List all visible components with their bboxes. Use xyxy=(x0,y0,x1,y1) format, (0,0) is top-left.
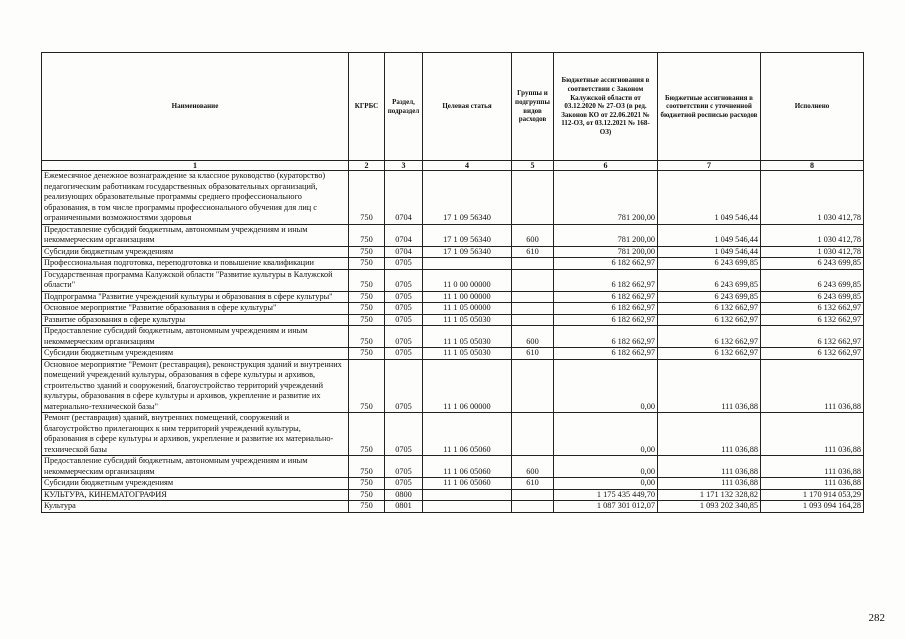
row-budget-law: 6 182 662,97 xyxy=(554,269,658,291)
row-kgrbs: 750 xyxy=(349,224,385,246)
row-kgrbs: 750 xyxy=(349,413,385,456)
row-executed: 6 243 699,85 xyxy=(761,291,864,303)
row-section: 0705 xyxy=(385,269,423,291)
column-number: 4 xyxy=(423,161,512,171)
header-budget-law: Бюджетные ассигнования в соответствии с Законом Калужской области от 03.12.2020 № 27-ОЗ (в ред. Законов КО от 22.06.2021 № 112-ОЗ, от 03.12.2021 № 168-ОЗ) xyxy=(554,53,658,161)
row-budget-refined: 111 036,88 xyxy=(658,359,761,413)
table-row xyxy=(42,246,864,258)
row-group xyxy=(512,489,554,501)
row-budget-refined: 6 243 699,85 xyxy=(658,258,761,270)
table-row xyxy=(42,489,864,501)
row-target: 11 1 05 00000 xyxy=(423,303,512,315)
row-group xyxy=(512,171,554,225)
row-name: Ремонт (реставрация) зданий, внутренних помещений, сооружений и благоустройство прилегающих к ним территорий учреждений культуры, образования в сфере культуры и архивов, укрепление и развитие их материально-технической базы xyxy=(42,413,349,456)
row-name: Ежемесячное денежное вознаграждение за классное руководство (кураторство) педагогическим работникам государственных образовательных организаций, реализующих образовательные программы среднего профессионального образования, в том числе программы профессионального обучения для лиц с ограниченными возможностями здоровья xyxy=(42,171,349,225)
header-target: Целевая статья xyxy=(423,53,512,161)
page-number: 282 xyxy=(868,612,885,624)
row-group: 610 xyxy=(512,348,554,360)
row-section: 0705 xyxy=(385,348,423,360)
row-kgrbs: 750 xyxy=(349,303,385,315)
row-executed: 111 036,88 xyxy=(761,413,864,456)
row-target: 17 1 09 56340 xyxy=(423,224,512,246)
row-budget-law: 0,00 xyxy=(554,413,658,456)
row-budget-law: 1 175 435 449,70 xyxy=(554,489,658,501)
row-section: 0705 xyxy=(385,359,423,413)
row-name: Профессиональная подготовка, переподготовка и повышение квалификации xyxy=(42,258,349,270)
budget-table xyxy=(41,52,864,513)
row-name: КУЛЬТУРА, КИНЕМАТОГРАФИЯ xyxy=(42,489,349,501)
row-section: 0800 xyxy=(385,489,423,501)
row-executed: 6 132 662,97 xyxy=(761,314,864,326)
row-name: Субсидии бюджетным учреждениям xyxy=(42,246,349,258)
row-budget-refined: 111 036,88 xyxy=(658,456,761,478)
row-budget-law: 781 200,00 xyxy=(554,224,658,246)
row-name: Субсидии бюджетным учреждениям xyxy=(42,348,349,360)
row-budget-refined: 1 049 546,44 xyxy=(658,246,761,258)
row-budget-refined: 6 132 662,97 xyxy=(658,326,761,348)
row-executed: 1 030 412,78 xyxy=(761,246,864,258)
table-row xyxy=(42,291,864,303)
header-name: Наименование xyxy=(42,53,349,161)
row-name: Предоставление субсидий бюджетным, автономным учреждениям и иным некоммерческим организациям xyxy=(42,456,349,478)
table-row xyxy=(42,413,864,456)
row-target: 17 1 09 56340 xyxy=(423,246,512,258)
row-kgrbs: 750 xyxy=(349,246,385,258)
row-executed: 6 132 662,97 xyxy=(761,326,864,348)
row-budget-refined: 6 132 662,97 xyxy=(658,303,761,315)
row-budget-law: 6 182 662,97 xyxy=(554,291,658,303)
table-row xyxy=(42,258,864,270)
table-row xyxy=(42,269,864,291)
table-header-row xyxy=(42,53,864,161)
row-executed: 111 036,88 xyxy=(761,478,864,490)
row-target: 11 1 06 05060 xyxy=(423,456,512,478)
table-row xyxy=(42,326,864,348)
row-kgrbs: 750 xyxy=(349,478,385,490)
row-kgrbs: 750 xyxy=(349,348,385,360)
row-group: 600 xyxy=(512,456,554,478)
row-budget-law: 6 182 662,97 xyxy=(554,258,658,270)
row-budget-law: 781 200,00 xyxy=(554,246,658,258)
row-name: Предоставление субсидий бюджетным, автономным учреждениям и иным некоммерческим организациям xyxy=(42,326,349,348)
column-number: 5 xyxy=(512,161,554,171)
row-section: 0704 xyxy=(385,171,423,225)
row-budget-refined: 6 132 662,97 xyxy=(658,348,761,360)
row-executed: 1 030 412,78 xyxy=(761,224,864,246)
table-row xyxy=(42,348,864,360)
column-number: 1 xyxy=(42,161,349,171)
row-name: Подпрограмма "Развитие учреждений культуры и образования в сфере культуры" xyxy=(42,291,349,303)
column-number: 2 xyxy=(349,161,385,171)
row-group xyxy=(512,269,554,291)
row-name: Развитие образования в сфере культуры xyxy=(42,314,349,326)
row-executed: 6 132 662,97 xyxy=(761,303,864,315)
row-executed: 111 036,88 xyxy=(761,359,864,413)
table-row xyxy=(42,456,864,478)
table-row xyxy=(42,303,864,315)
row-section: 0705 xyxy=(385,456,423,478)
table-row xyxy=(42,501,864,513)
row-group xyxy=(512,291,554,303)
row-budget-law: 6 182 662,97 xyxy=(554,303,658,315)
row-target: 11 1 00 00000 xyxy=(423,291,512,303)
header-groups: Группы и подгруппы видов расходов xyxy=(512,53,554,161)
row-name: Культура xyxy=(42,501,349,513)
row-executed: 1 093 094 164,28 xyxy=(761,501,864,513)
row-name: Субсидии бюджетным учреждениям xyxy=(42,478,349,490)
table-row xyxy=(42,314,864,326)
row-budget-law: 781 200,00 xyxy=(554,171,658,225)
row-section: 0705 xyxy=(385,326,423,348)
row-budget-refined: 111 036,88 xyxy=(658,478,761,490)
row-kgrbs: 750 xyxy=(349,326,385,348)
row-kgrbs: 750 xyxy=(349,258,385,270)
row-target: 11 0 00 00000 xyxy=(423,269,512,291)
row-executed: 1 030 412,78 xyxy=(761,171,864,225)
row-name: Основное мероприятие "Развитие образования в сфере культуры" xyxy=(42,303,349,315)
row-executed: 1 170 914 053,29 xyxy=(761,489,864,501)
row-budget-law: 6 182 662,97 xyxy=(554,348,658,360)
row-budget-law: 0,00 xyxy=(554,456,658,478)
row-budget-law: 6 182 662,97 xyxy=(554,326,658,348)
row-group xyxy=(512,359,554,413)
row-target xyxy=(423,489,512,501)
column-number: 3 xyxy=(385,161,423,171)
row-target xyxy=(423,258,512,270)
row-budget-law: 1 087 301 012,07 xyxy=(554,501,658,513)
header-kgrbs: КГРБС xyxy=(349,53,385,161)
row-executed: 6 243 699,85 xyxy=(761,269,864,291)
row-kgrbs: 750 xyxy=(349,291,385,303)
row-group: 610 xyxy=(512,478,554,490)
row-executed: 6 243 699,85 xyxy=(761,258,864,270)
table-row xyxy=(42,224,864,246)
row-kgrbs: 750 xyxy=(349,171,385,225)
row-kgrbs: 750 xyxy=(349,269,385,291)
row-section: 0705 xyxy=(385,291,423,303)
row-budget-refined: 1 093 202 340,85 xyxy=(658,501,761,513)
row-group: 600 xyxy=(512,224,554,246)
row-target: 11 1 05 05030 xyxy=(423,348,512,360)
row-executed: 111 036,88 xyxy=(761,456,864,478)
header-executed: Исполнено xyxy=(761,53,864,161)
row-budget-law: 6 182 662,97 xyxy=(554,314,658,326)
row-section: 0705 xyxy=(385,314,423,326)
row-budget-refined: 6 132 662,97 xyxy=(658,314,761,326)
row-group xyxy=(512,501,554,513)
row-name: Предоставление субсидий бюджетным, автономным учреждениям и иным некоммерческим организациям xyxy=(42,224,349,246)
row-kgrbs: 750 xyxy=(349,314,385,326)
row-group xyxy=(512,303,554,315)
header-budget-refined: Бюджетные ассигнования в соответствии с уточненной бюджетной росписью расходов xyxy=(658,53,761,161)
table-row xyxy=(42,171,864,225)
row-kgrbs: 750 xyxy=(349,456,385,478)
row-budget-refined: 1 049 546,44 xyxy=(658,224,761,246)
row-name: Основное мероприятие "Ремонт (реставрация), реконструкция зданий и внутренних помещений учреждений культуры, образования в сфере культуры и архивов, строительство зданий и сооружений, благоустройство территорий учреждений культуры, образования в сфере культуры и архивов, укрепление и развитие их материально-технической базы" xyxy=(42,359,349,413)
column-number: 8 xyxy=(761,161,864,171)
column-number: 6 xyxy=(554,161,658,171)
row-target xyxy=(423,501,512,513)
row-budget-refined: 1 171 132 328,82 xyxy=(658,489,761,501)
row-budget-law: 0,00 xyxy=(554,359,658,413)
row-budget-refined: 6 243 699,85 xyxy=(658,291,761,303)
row-section: 0705 xyxy=(385,478,423,490)
row-target: 11 1 06 05060 xyxy=(423,413,512,456)
row-target: 11 1 06 00000 xyxy=(423,359,512,413)
row-section: 0704 xyxy=(385,246,423,258)
header-section: Раздел, подраздел xyxy=(385,53,423,161)
row-name: Государственная программа Калужской области "Развитие культуры в Калужской области" xyxy=(42,269,349,291)
row-budget-law: 0,00 xyxy=(554,478,658,490)
row-budget-refined: 1 049 546,44 xyxy=(658,171,761,225)
column-number-row xyxy=(42,161,864,171)
row-kgrbs: 750 xyxy=(349,489,385,501)
row-section: 0705 xyxy=(385,303,423,315)
row-group xyxy=(512,413,554,456)
row-group xyxy=(512,258,554,270)
column-number: 7 xyxy=(658,161,761,171)
row-section: 0705 xyxy=(385,413,423,456)
row-budget-refined: 111 036,88 xyxy=(658,413,761,456)
row-budget-refined: 6 243 699,85 xyxy=(658,269,761,291)
row-group: 610 xyxy=(512,246,554,258)
table-row xyxy=(42,359,864,413)
row-target: 17 1 09 56340 xyxy=(423,171,512,225)
table-row xyxy=(42,478,864,490)
row-kgrbs: 750 xyxy=(349,501,385,513)
row-group: 600 xyxy=(512,326,554,348)
row-kgrbs: 750 xyxy=(349,359,385,413)
row-target: 11 1 05 05030 xyxy=(423,314,512,326)
row-target: 11 1 06 05060 xyxy=(423,478,512,490)
row-target: 11 1 05 05030 xyxy=(423,326,512,348)
row-group xyxy=(512,314,554,326)
row-section: 0705 xyxy=(385,258,423,270)
row-section: 0704 xyxy=(385,224,423,246)
row-executed: 6 132 662,97 xyxy=(761,348,864,360)
row-section: 0801 xyxy=(385,501,423,513)
